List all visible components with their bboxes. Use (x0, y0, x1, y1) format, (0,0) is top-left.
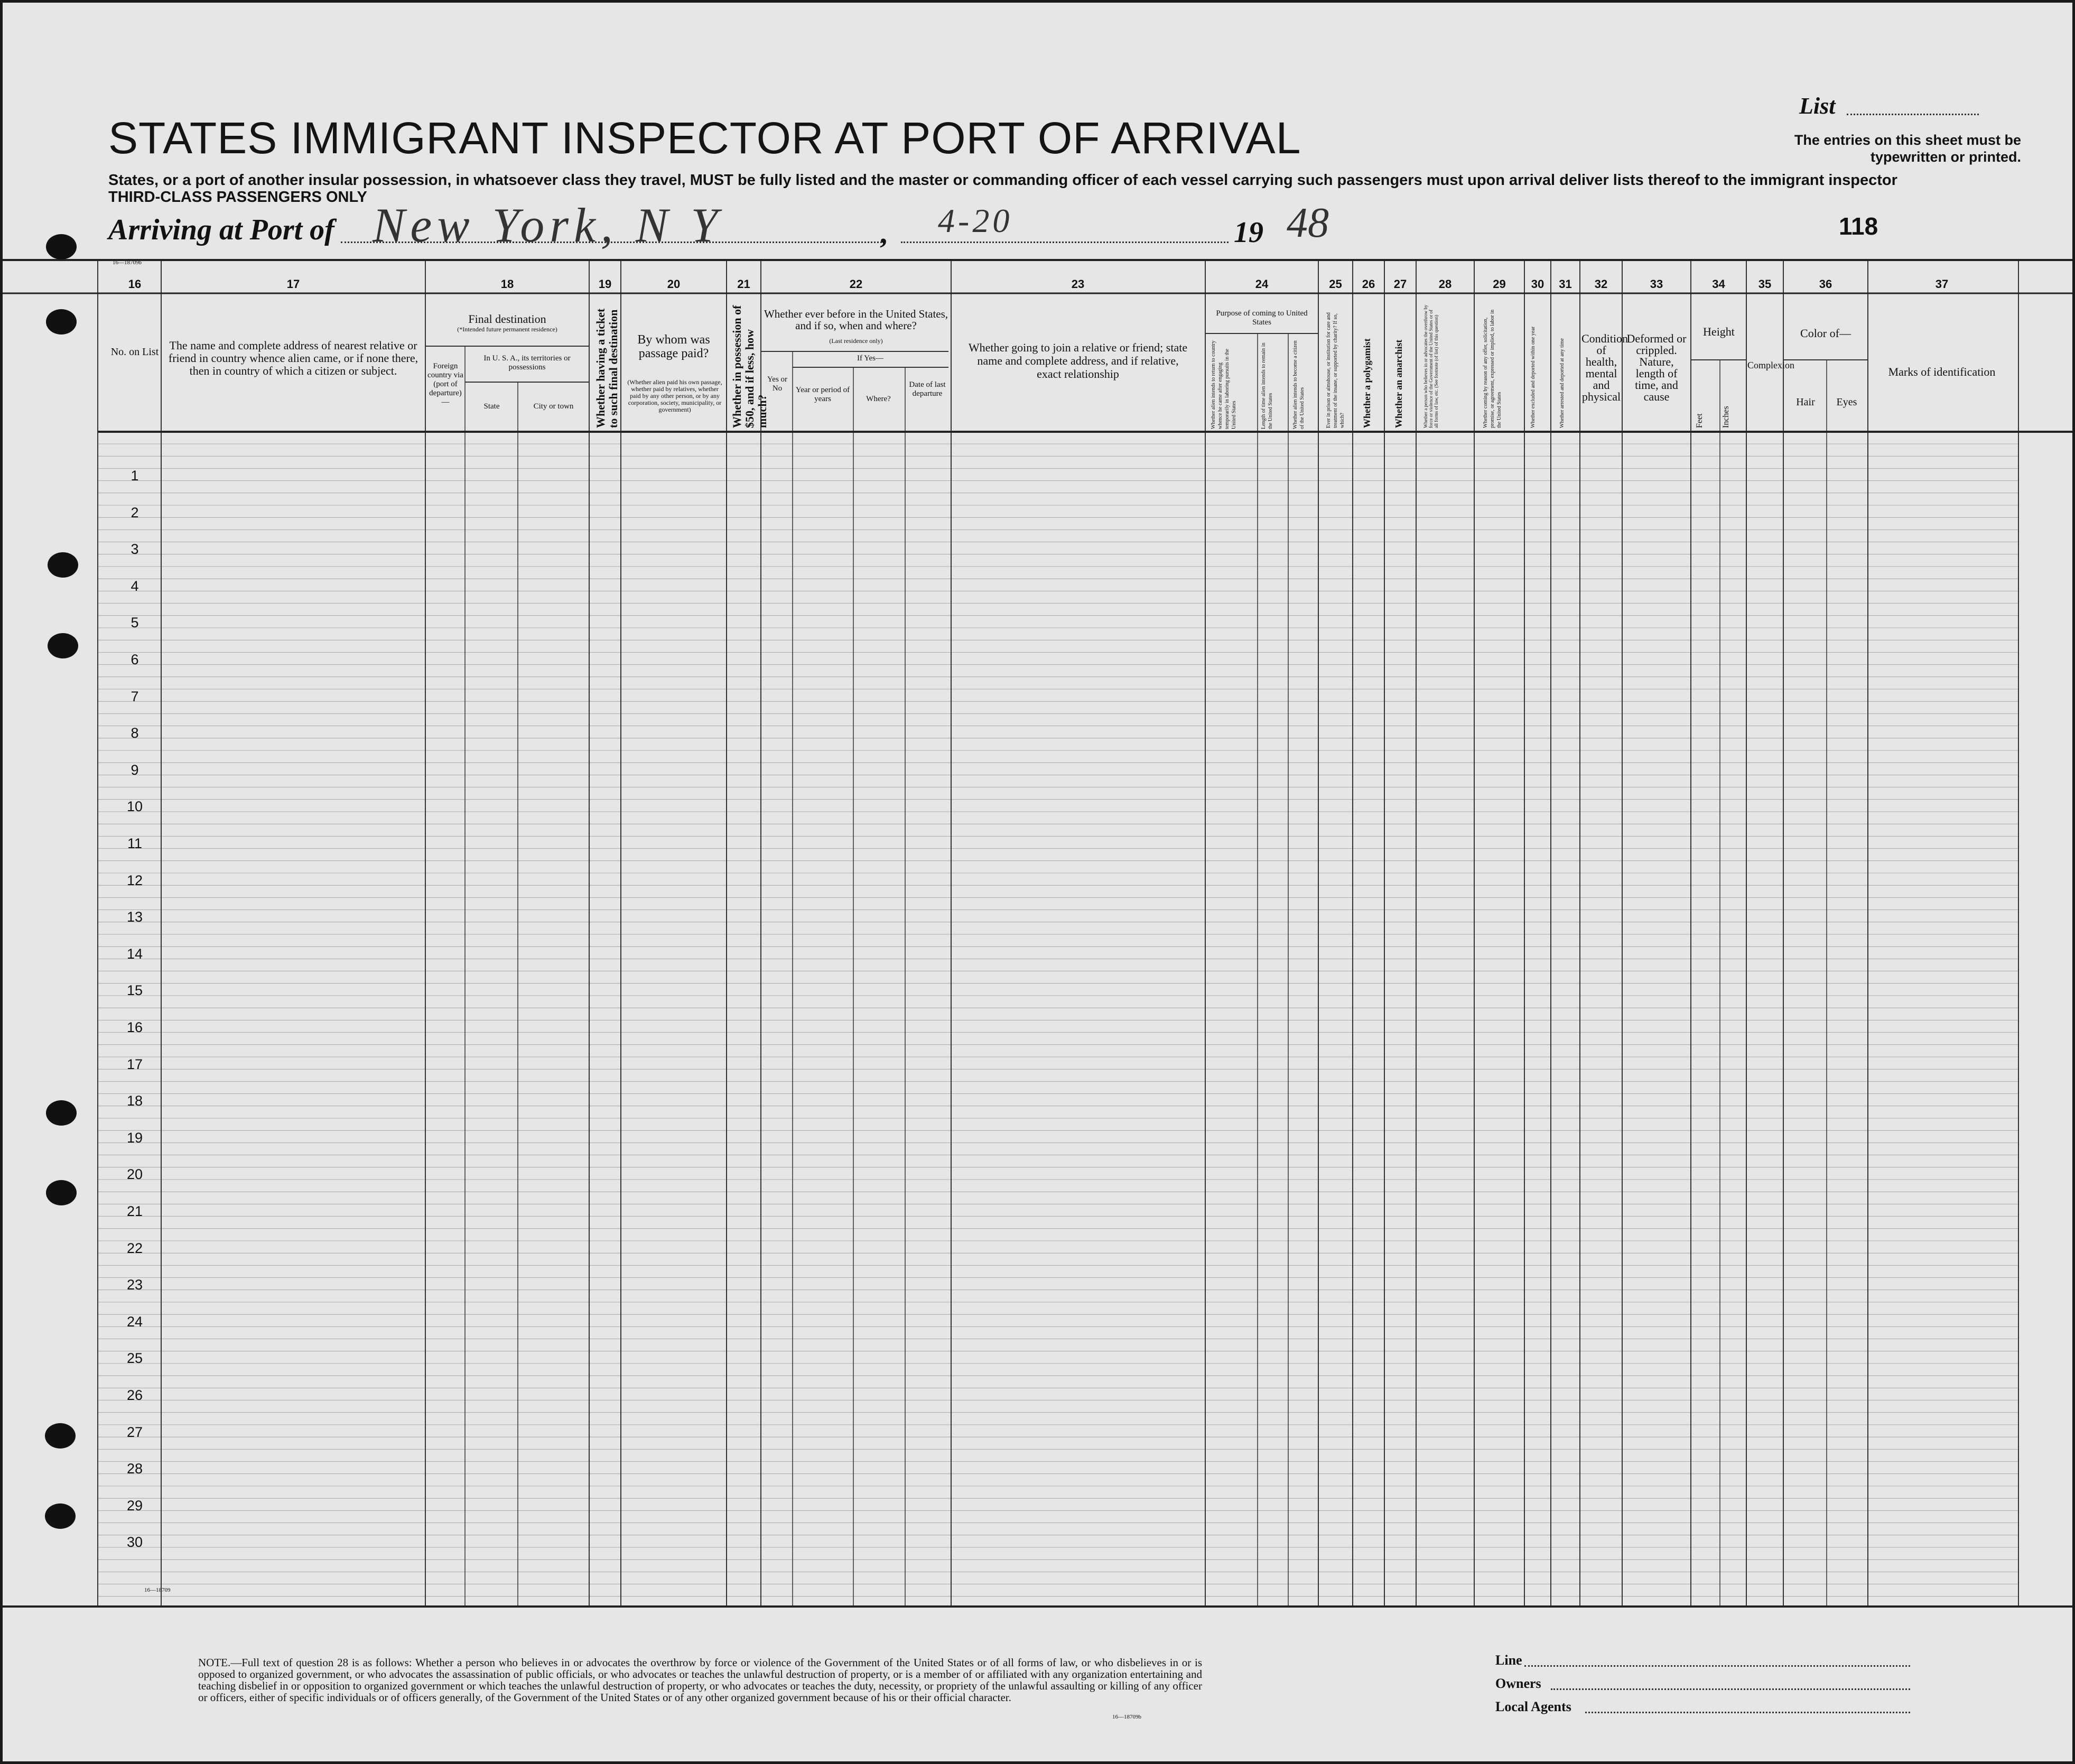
page-title: STATES IMMIGRANT INSPECTOR AT PORT OF ARRIVAL (108, 113, 1301, 163)
row-number: 23 (126, 1277, 143, 1293)
col22-note: (Last residence only) (829, 337, 883, 345)
col34-feet: Feet (1695, 413, 1704, 428)
col18-city: City or town (533, 402, 574, 411)
row-number: 17 (126, 1056, 143, 1072)
form-number-top: 16—18709b (113, 259, 142, 266)
col24-return: Whether alien intends to return to country whence he came after engaging temporarily in laboring pursuits in the United States (1211, 340, 1237, 429)
col18-state: State (483, 402, 500, 411)
col37-header: Marks of identification (1888, 365, 1996, 378)
col34-title: Height (1703, 325, 1735, 338)
binder-hole (46, 309, 77, 335)
col23-header: Whether going to join a relative or friend; state name and complete address, and if relative, exact relationship (968, 341, 1188, 380)
col18-foreign: Foreign country via (port of departure)— (427, 362, 463, 406)
row-number: 3 (131, 541, 139, 558)
row-number: 6 (131, 652, 139, 667)
date-field[interactable]: 4-20 (938, 202, 1013, 239)
column-number: 20 (667, 277, 681, 291)
row-number: 1 (131, 468, 139, 484)
form-number-left: 16—18709 (144, 1587, 171, 1593)
row-number: 16 (126, 1019, 143, 1035)
col35-header: Complexion (1747, 360, 1794, 370)
col26-header: Whether a polygamist (1362, 338, 1372, 428)
row-number: 11 (127, 835, 143, 851)
col33-header: Deformed or crippled. Nature, length of time, and cause (1626, 332, 1687, 403)
row-number: 24 (126, 1313, 143, 1330)
row-number: 26 (126, 1387, 143, 1403)
local-agents-field[interactable] (1585, 1712, 1910, 1713)
col27-header: Whether an anarchist (1393, 339, 1404, 428)
col36-title: Color of— (1800, 327, 1851, 340)
column-number: 21 (737, 277, 750, 291)
col36-hair: Hair (1796, 396, 1815, 408)
footnote-question-28: NOTE.—Full text of question 28 is as follows: Whether a person who believes in or advocates the overthrow by force or violence of the Government of the United States or of all forms of law, or who disbelieves in or is opposed to organized government, or who advocates the assassination of public officials, or who advocates or teaches the unlawful destruction of property, or is a member of or affiliated with any organization entertaining and teaching disbelief in or opposition to organized government or which teaches the unlawful destruction of property, or who advocates or teaches the duty, necessity, or propriety of the unlawful assaulting or killing of any officer or officers, either of specific individuals or of officers generally, of the Government of the United States or of any other organized government because of his or their official character. (198, 1656, 1202, 1704)
entries-note: The entries on this sheet must be typewritten or printed. (1794, 132, 2021, 165)
col29-header: Whether coming by reason of any offer, solicitation, promise, or agreement, expressed or implied, to labor in the United States (1483, 309, 1502, 428)
col30-header: Whether excluded and deported within one year (1530, 326, 1536, 428)
col20-title: By whom was passage paid? (637, 333, 710, 360)
col28-header: Whether a person who believes in or advocates the overthrow by force or violence of the Government of the United States or of all forms of law, etc. (See footnote (of list) of this question) (1423, 304, 1439, 428)
column-number: 18 (500, 277, 514, 291)
col22-years: Year or period of years (795, 386, 850, 403)
row-number: 13 (126, 909, 143, 925)
column-number: 23 (1071, 277, 1085, 291)
column-number: 35 (1758, 277, 1772, 291)
col22-date: Date of last departure (909, 380, 946, 398)
row-number: 12 (126, 872, 143, 888)
column-number: 29 (1493, 277, 1506, 291)
row-number: 5 (131, 615, 139, 631)
row-number: 28 (126, 1461, 143, 1477)
local-agents-label: Local Agents (1495, 1699, 1571, 1714)
column-number: 27 (1393, 277, 1407, 291)
form-number-right: 16—18709b (1112, 1714, 1141, 1720)
row-number: 19 (126, 1129, 143, 1146)
col34-inches: Inches (1722, 406, 1730, 428)
row-number: 7 (131, 688, 139, 704)
column-number: 37 (1935, 277, 1949, 291)
col21-header: Whether in possession of $50, and if less, how much? (730, 305, 769, 428)
row-number: 22 (126, 1240, 143, 1256)
port-field[interactable]: New York, N Y (373, 198, 723, 252)
column-number: 36 (1819, 277, 1832, 291)
row-number: 9 (131, 762, 139, 778)
row-number: 30 (126, 1534, 143, 1551)
col18-usa: In U. S. A., its territories or possessions (483, 354, 571, 372)
row-number: 2 (131, 504, 139, 521)
col22-where: Where? (866, 395, 891, 403)
col22-ifyes: If Yes— (857, 354, 883, 363)
owners-field[interactable] (1551, 1688, 1910, 1690)
row-number: 8 (131, 725, 139, 741)
line-field[interactable] (1524, 1665, 1910, 1667)
col20-note: (Whether alien paid his own passage, whether paid by relatives, whether paid by any other person, or by any corporation, society, municipality, or government) (627, 378, 722, 413)
column-number: 25 (1329, 277, 1342, 291)
row-number: 10 (126, 799, 143, 815)
binder-hole (45, 1423, 76, 1449)
column-number: 17 (286, 277, 300, 291)
row-number: 27 (126, 1424, 143, 1440)
year-field[interactable]: 48 (1287, 200, 1329, 246)
passenger-class-text: THIRD-CLASS PASSENGERS ONLY (108, 189, 367, 206)
column-number: 32 (1594, 277, 1608, 291)
row-number: 21 (126, 1203, 143, 1219)
column-number: 34 (1712, 277, 1725, 291)
col36-eyes: Eyes (1836, 396, 1857, 408)
line-label: Line (1495, 1652, 1522, 1668)
column-number: 19 (598, 277, 612, 291)
owners-label: Owners (1495, 1676, 1541, 1691)
binder-hole (46, 1180, 77, 1205)
column-number: 31 (1559, 277, 1572, 291)
row-number: 20 (126, 1166, 143, 1183)
column-number: 16 (128, 277, 142, 291)
col24-title: Purpose of coming to United States (1216, 309, 1308, 327)
col25-header: Ever in prison or almshouse, or institution for care and treatment of the insane, or supported by charity? If so, which? (1326, 312, 1345, 428)
column-number: 26 (1362, 277, 1375, 291)
col32-header: Condition of health, mental and physical (1581, 332, 1629, 403)
list-label: List (1799, 93, 1836, 119)
column-number: 33 (1650, 277, 1663, 291)
col18-note: (*Intended future permanent residence) (457, 326, 557, 333)
row-number: 29 (126, 1497, 143, 1514)
column-number: 28 (1438, 277, 1452, 291)
binder-hole (45, 1503, 76, 1529)
col18-title: Final destination (468, 312, 546, 326)
arriving-port-label: Arriving at Port of (108, 213, 334, 246)
binder-hole (48, 633, 78, 658)
col24-citizen: Whether alien intends to become a citizen of the United States (1292, 340, 1305, 429)
row-number: 25 (126, 1350, 143, 1367)
binder-hole (46, 234, 77, 259)
row-number: 15 (126, 982, 143, 999)
col22-yesno: Yes or No (767, 375, 788, 393)
manifest-sheet (3, 3, 2072, 1761)
col22-title: Whether ever before in the United States, and if so, when and where? (764, 308, 948, 332)
instruction-text: States, or a port of another insular possession, in whatsoever class they travel, MUST be fully listed and the master or commanding officer of each vessel carrying such passengers must upon arrival deliver lists thereof to the immigrant inspector (108, 172, 1897, 189)
row-number: 4 (131, 578, 139, 594)
binder-hole (46, 1100, 77, 1126)
col17-header: The name and complete address of nearest relative or friend in country whence alien came, or if none there, then in country of which a citizen or subject. (168, 339, 418, 377)
manifest-grid (3, 3, 2072, 1761)
col16-header: No. on List (110, 346, 159, 358)
column-number: 24 (1255, 277, 1269, 291)
column-number: 30 (1531, 277, 1544, 291)
year-prefix: 19 (1234, 216, 1263, 249)
col19-header: Whether having a ticket to such final destination (594, 308, 620, 428)
row-number: 18 (126, 1093, 143, 1109)
col31-header: Whether arrested and deported at any time (1559, 338, 1565, 428)
col24-length: Length of time alien intends to remain in the United States (1261, 342, 1273, 429)
page-number: 118 (1839, 212, 1878, 240)
binder-hole (48, 552, 78, 578)
separator-comma: , (880, 217, 887, 250)
row-number: 14 (126, 945, 143, 962)
column-number: 22 (849, 277, 863, 291)
